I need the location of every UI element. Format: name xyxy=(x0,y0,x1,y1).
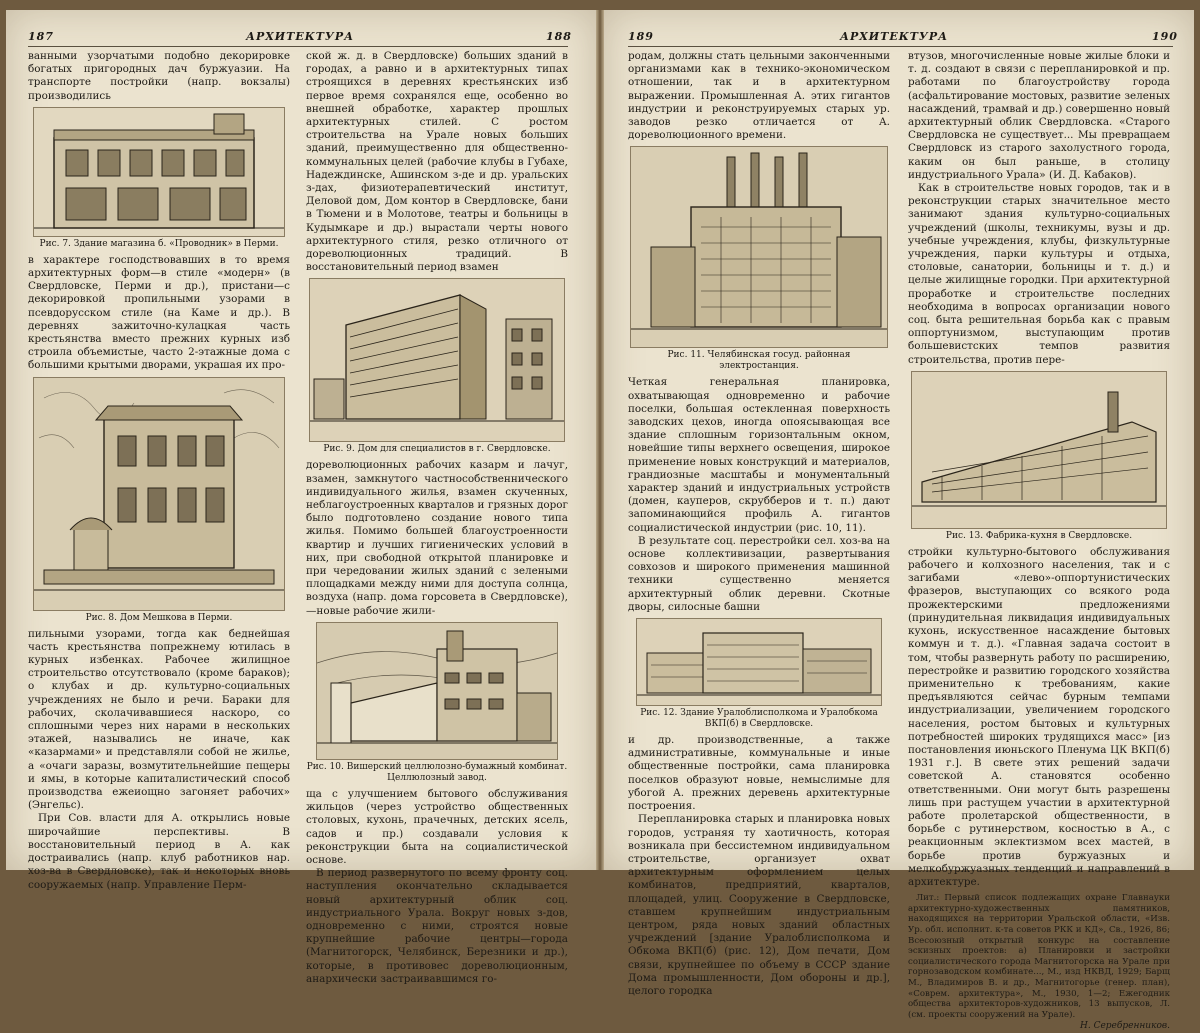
paragraph: ской ж. д. в Свердловске) больших зданий в городах, а равно и в архитектурных типах строящихся в деревнях крестьянских изб первое время сохранялся еще, особенно во внешней обработке, характер прошлых архитектурных стилей. С ростом строительства на Урале новых больших зданий, преимущественно для общественно-коммунальных целей (рабочие клубы в Губахе, Надеждинске, Ашинском з-де и др. уральских з-дах, физиотерапевтический институт, Деловой дом, Дом контор в Свердловске, бани в Тюмени и в Молотове, театры и больницы в Кудымкаре и др.) вырастали черты нового архитектурного стиля, резко отличного от дореволюционных традиций. В восстановительный период взамен xyxy=(306,50,568,274)
paragraph: родам, должны стать цельными законченными организмами как в технико-экономическом отношении, так и в архитектурном выражении. Промышленная А. этих гигантов индустрии и реконструируемых старых ур. заводов резко отличается от А. дореволюционного времени. xyxy=(628,50,890,142)
column-1 xyxy=(28,50,290,892)
figure-9-caption: Рис. 9. Дом для специалистов в г. Свердловске. xyxy=(323,444,551,455)
figure-13 xyxy=(908,371,1170,542)
figure-8-caption: Рис. 8. Дом Мешкова в Перми. xyxy=(85,612,233,623)
paragraph: В период развернутого по всему фронту соц. наступления окончательно складывается новый архитектурный облик соц. индустриального Урала. Вокруг новых з-дов, одновременно с ними, строятся новые крупнейшие рабочие центры—города (Магнитогорск, Челябинск, Березники и др.), которые, в противовес дореволюционным, анархически застраивавшимся го- xyxy=(306,867,568,985)
column-4 xyxy=(908,50,1170,1033)
paragraph: Перепланировка старых и планировка новых городов, устраняя ту хаотичность, которая возникала при бессистемном индивидуальном строительстве, организует охват архитектурным оформлением целых комбинатов, предприятий, кварталов, площадей, улиц. Сооружение в Свердловске, ставшем крупнейшим индустриальным центром, ряда новых зданий областных учреждений [здание Уралоблисполкома и Обкома ВКП(б) (рис. 12), Дом печати, Дом связи, крупнейшее по объему в СССР здание Дома промышленности, Дом обороны и др.], целого городка xyxy=(628,813,890,997)
right-page xyxy=(604,10,1194,1032)
figure-11-caption: Рис. 11. Челябинская госуд. районная электростанция. xyxy=(667,350,851,372)
paragraph: Как в строительстве новых городов, так и в реконструкции старых значительное место занимают здания культурно-социальных учреждений (школы, техникумы, вузы и др. учебные учреждения, клубы, физкультурные учреждения, парки культуры и отдыха, столовые, санатории, больницы и т. д.) и целые жилищные городки. При архитектурной проработке и строительстве последних необходима в вопросах организации нового соц. быта решительная борьба как с правым оппортунизмом, выступающим против большевистских темпов развития строительства, против пере- xyxy=(908,182,1170,366)
figure-12-caption: Рис. 12. Здание Уралоблисполкома и Уралобкома ВКП(б) в Свердловске. xyxy=(640,708,878,730)
figure-9-illustration xyxy=(309,278,565,442)
author-signature: Н. Серебренников. xyxy=(1080,1021,1170,1032)
header-rule-left xyxy=(28,46,568,47)
figure-7-illustration xyxy=(33,107,285,237)
figure-13-caption: Рис. 13. Фабрика-кухня в Свердловске. xyxy=(945,530,1133,541)
paragraph: втузов, многочисленные новые жилые блоки и т. д. создают в связи с перепланировкой и пр. работами по благоустройству города (асфальтирование мостовых, развитие зеленых насаждений, трамвай и др.) совершенно новый архитектурный облик Свердловска. «Старого Свердловска не существует... Мы превращаем Свердловск из старого захолустного города, каким он был раньше, в столицу индустриального Урала» (И. Д. Кабаков). xyxy=(908,50,1170,181)
paragraph: пильными узорами, тогда как беднейшая часть крестьянства попрежнему ютилась в курных избенках. Рабочее жилищное строительство отсутствовало (кроме бараков); о клубах и др. культурно-социальных учреждениях не было и речи. Бараки для рабочих, сколачивавшиеся наскоро, со сплошными через них нарами в нескольких этажей, назывались не иначе, как «казармами» и представляли собой не жилье, а «очаги заразы, возмутительнейшие пещеры и ямы, в которые капиталистический способ производства ежеиощно загоняет рабочих» (Энгельс). xyxy=(28,627,290,812)
figure-8 xyxy=(28,377,290,624)
header-rule-right xyxy=(628,46,1173,47)
figure-12-illustration xyxy=(636,618,882,706)
book-gutter xyxy=(596,10,604,870)
paragraph: стройки культурно-бытового обслуживания рабочего и колхозного населения, так и с загибами «лево»-оппортунистических фразеров, выступающих со всякого рода прожектерскими предложениями (принудительная ликвидация индивидуальных кухонь, искусственное насаждение бытовых коммун и т. д.). «Главная задача состоит в том, чтобы развернуть работу по расширению, перестройке и развитию городского хозяйства применительно к требованиям, какие предъявляются сейчас бурным темпами индустриализации, увеличением городского населения, ростом бытовых и культурных потребностей широких трудящихся масс» [из постановления июньского Пленума ЦК ВКП(б) 1931 г.]. В свете этих решений задачи советской А. становятся особенно ответственными. Они могут быть разрешены лишь при растущем участии в архитектурной работе пролетарской общественности, в борьбе с рутинерством, косностью в А., с реакционным эклектизмом всех мастей, в борьбе против буржуазных и мелкобуржуазных тенденций и направлений в архитектуре. xyxy=(908,545,1170,888)
paragraph: В результате соц. перестройки сел. хоз-ва на основе коллективизации, развертывания совхозов и широкого применения машинной техники существенно меняется архитектурный облик деревни. Скотные дворы, силосные башни xyxy=(628,534,890,613)
figure-10 xyxy=(306,622,568,784)
paragraph: При Сов. власти для А. открылись новые широчайшие перспективы. В восстановительный период в А. как достраивались (напр. клуб работников нар. хоз-ва в Свердловске), так и некоторых вновь сооружаемых (напр. Управление Перм- xyxy=(28,812,290,891)
column-2 xyxy=(306,50,568,986)
left-page xyxy=(6,10,596,985)
paragraph: ща с улучшением бытового обслуживания жильцов (через устройство общественных столовых, кухонь, прачечных, детских ясель, садов и пр.) создавали условия к реконструкции быта на социалистической основе. xyxy=(306,787,568,866)
paragraph: Четкая генеральная планировка, охватывающая одновременно и рабочие поселки, большая остекленная поверхность заводских цехов, иногда опоясывающая все здание сплошным горизонтальным окном, новейшие типы верхнего освещения, широкое применение новых конструкций и материалов, грандиозные масштабы и монументальный характер зданий и индустриальных устройств (домен, кауперов, скрубберов и т. п.) дают запоминающийся профиль А. гигантов социалистической индустрии (рис. 10, 11). xyxy=(628,376,890,534)
figure-8-illustration xyxy=(33,377,285,611)
page-number-190: 190 xyxy=(1152,30,1178,43)
figure-7 xyxy=(28,107,290,250)
literature-references: Лит.: Первый список подлежащих охране Главнауки архитектурно-художественных памятников, находящихся на территории Уральской области, «Изв. Ур. обл. исполнит. к-та советов РКК и КД», Св., 1926, 86; Всесоюзный открытый конкурс на составление эскизных проектов: а) Планировки и застройки социалистического города Магнитогорска на Урале при горнозаводском комбинате..., М., изд НКВД, 1929; Барщ М., Владимиров В. и др., Магнитогорье (генер. план), «Соврем. архитектура», М., 1930, 1—2; Ежегодник общества архитекторов-художников, 13 выпусков, Л. (см. проекты сооружений на Урале). xyxy=(908,893,1170,1020)
figure-13-illustration xyxy=(911,371,1167,529)
page-number-189: 189 xyxy=(628,30,654,43)
figure-11 xyxy=(628,146,890,372)
figure-10-caption: Рис. 10. Вишерский целлюлозно-бумажный комбинат. Целлюлозный завод. xyxy=(306,761,568,783)
page-number-187: 187 xyxy=(28,30,54,43)
column-3 xyxy=(628,50,890,998)
figure-10-illustration xyxy=(316,622,558,760)
running-title-left: АРХИТЕКТУРА xyxy=(246,30,355,43)
paragraph: и др. производственные, а также административные, коммунальные и иные общественные постройки, сама планировка поселков образуют новые, немыслимые для убогой А. прежних деревень архитектурные построения. xyxy=(628,734,890,813)
figure-12 xyxy=(628,618,890,730)
figure-9 xyxy=(306,278,568,455)
running-title-right: АРХИТЕКТУРА xyxy=(840,30,949,43)
paragraph: дореволюционных рабочих казарм и лачуг, взамен, замкнутого частнособственнического индивидуального жилья, взамен скученных, неблагоустроенных кварталов и грязных дорог было подготовлено создание нового типа жилья. Помимо большей благоустроенности квартир и лучших гигиенических условий в них, при свободной открытой планировке и при чередовании жилых зданий с зелеными площадками между ними для доступа солнца, воздуха (напр. дома горсовета в Свердловске),—новые рабочие жили- xyxy=(306,459,568,617)
figure-7-caption: Рис. 7. Здание магазина б. «Проводник» в Перми. xyxy=(39,238,279,249)
page-number-188: 188 xyxy=(546,30,572,43)
paragraph: в характере господствовавших в то время архитектурных форм—в стиле «модерн» (в Свердловске, Перми и др.), пристани—с декорировкой пропильными узорами в псевдорусском стиле (на Каме и др.). В деревнях зажиточно-кулацкая часть крестьянства вместо прежних курных изб строила объемистые, часто 2-этажные дома с большими крытыми дворами, украшая их про- xyxy=(28,253,290,372)
paragraph: ванными узорчатыми подобно декорировке богатых пригородных дач буржуазии. На транспорте постройки (напр. вокзалы) производились xyxy=(28,50,290,102)
figure-11-illustration xyxy=(630,146,888,348)
